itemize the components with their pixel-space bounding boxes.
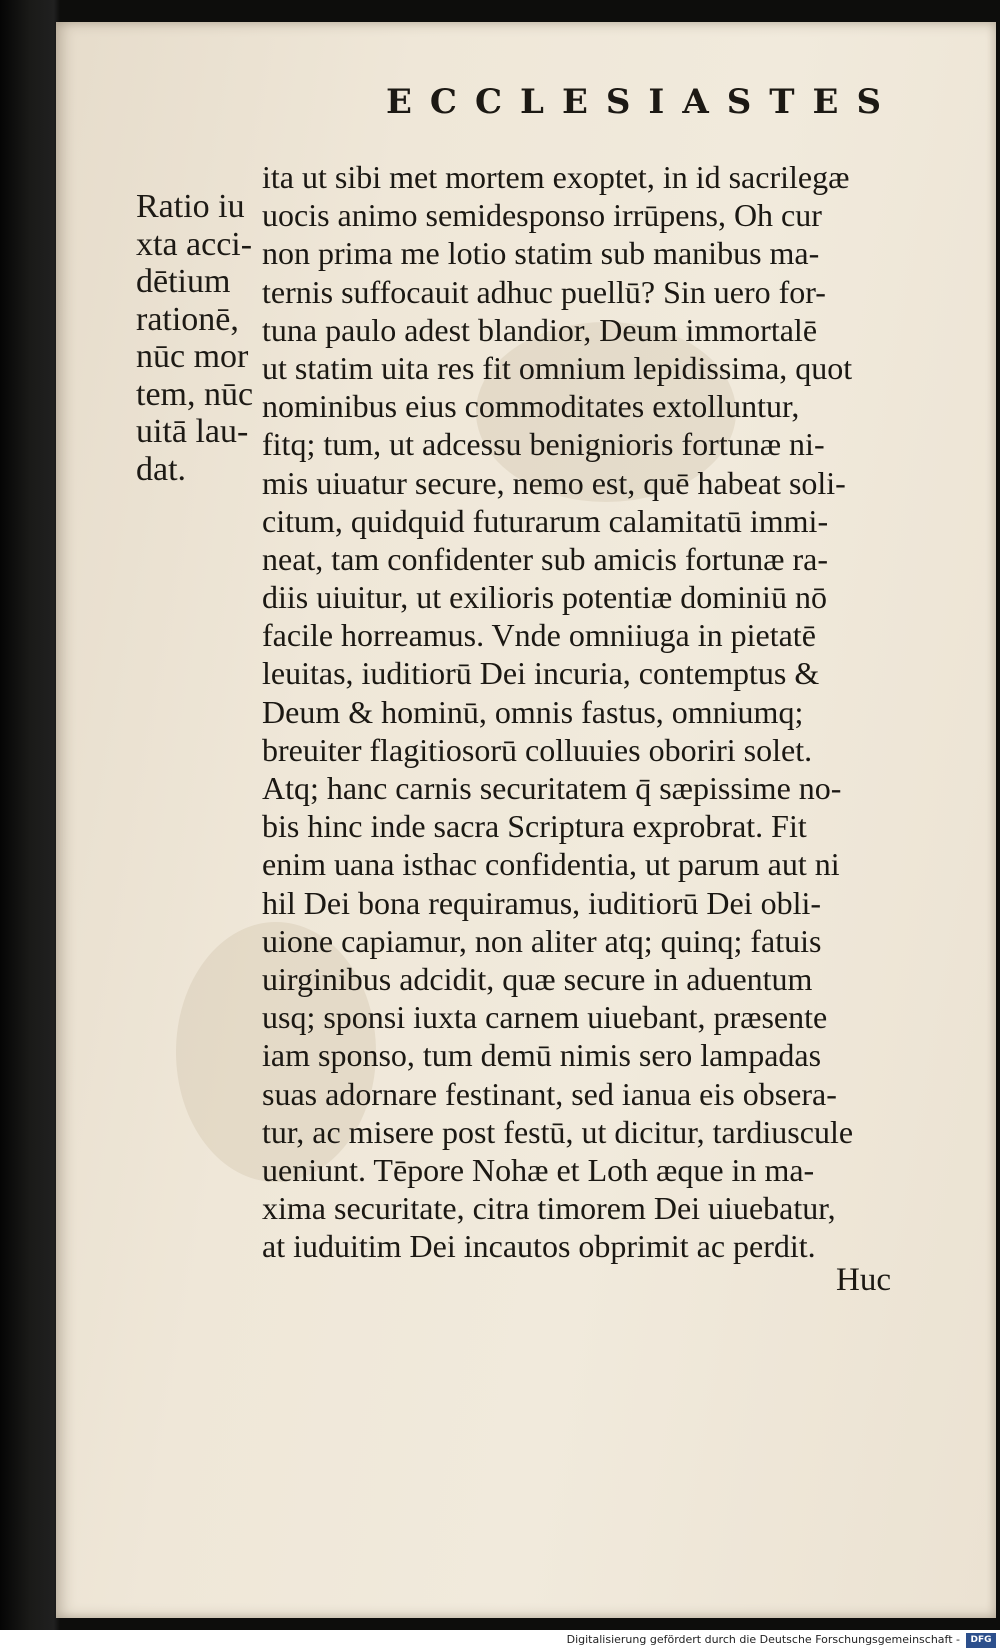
text-line: ternis suffocauit adhuc puellū? Sin uero for- (262, 273, 826, 310)
text-line: suas adornare festinant, sed ianua eis obsera- (262, 1075, 837, 1112)
text-line: nominibus eius commoditates extolluntur, (262, 388, 800, 425)
text-line: xima securitate, citra timorem Dei uiuebatur, (262, 1190, 836, 1227)
text-line: breuiter flagitiosorū colluuies oboriri solet. (262, 731, 813, 768)
text-line: at iuduitim Dei incautos obprimit ac perdit. (262, 1228, 816, 1265)
marginal-note-line: tem, nūc (136, 375, 254, 413)
text-line: citum, quidquid futurarum calamitatū immi- (262, 502, 829, 539)
book-page (56, 22, 996, 1618)
marginal-note-line: uitā lau- (136, 413, 249, 450)
text-line: bis hinc inde sacra Scriptura exprobrat. Fit (262, 808, 807, 845)
catchword: Huc (836, 1262, 891, 1298)
text-line: non prima me lotio statim sub manibus ma- (262, 235, 820, 272)
text-line: facile horreamus. Vnde omniiuga in pietatē (262, 617, 816, 654)
text-line: uocis animo semidesponso irrūpens, Oh cur (262, 197, 822, 234)
marginal-note-line: Ratio iu (136, 188, 245, 225)
text-line: tur, ac misere post festū, ut dicitur, tardiuscule (262, 1113, 854, 1150)
text-line: ita ut sibi met mortem exoptet, in id sacrilegæ (262, 159, 850, 195)
text-line: usq; sponsi iuxta carnem uiuebant, præsente (262, 999, 828, 1036)
text-line: hil Dei bona requiramus, iuditiorū Dei obli- (262, 884, 821, 921)
text-line: uirginibus adcidit, quæ secure in aduentum (262, 960, 813, 997)
marginal-note-line: nūc mor (136, 338, 249, 375)
text-line: ueniunt. Tēpore Nohæ et Loth æque in ma- (262, 1151, 815, 1188)
marginal-note-line: dat. (136, 450, 187, 488)
text-line: ut statim uita res fit omnium lepidissima, quot (262, 349, 853, 386)
running-head: ECCLESIASTES (386, 82, 900, 122)
text-line: Deum & hominū, omnis fastus, omniumq; (262, 693, 804, 730)
dfg-logo-icon: DFG (966, 1633, 996, 1648)
body-text (262, 158, 962, 1265)
marginal-note-line: dētium (136, 263, 231, 300)
text-line: iam sponso, tum demū nimis sero lampadas (262, 1037, 822, 1074)
text-line: uione capiamur, non aliter atq; quinq; fatuis (262, 922, 822, 959)
text-line: leuitas, iuditiorū Dei incuria, contemptus & (262, 655, 820, 692)
marginal-note-line: xta acci- (136, 225, 253, 263)
text-line: fitq; tum, ut adcessu benignioris fortunæ ni- (262, 426, 825, 463)
footer-credit: Digitalisierung gefördert durch die Deutsche Forschungsgemeinschaft - (566, 1633, 960, 1646)
text-line: enim uana isthac confidentia, ut parum aut ni (262, 846, 840, 883)
text-line: diis uiuitur, ut exilioris potentiæ dominiū nō (262, 579, 827, 616)
text-line: Atq; hanc carnis securitatem q̄ sæpissime no- (262, 770, 842, 806)
text-line: mis uiuatur secure, nemo est, quē habeat soli- (262, 464, 846, 501)
text-line: tuna paulo adest blandior, Deum immortalē (262, 311, 818, 348)
text-line: neat, tam confidenter sub amicis fortunæ ra- (262, 540, 829, 577)
digitization-footer (0, 1630, 1000, 1652)
marginal-note-line: rationē, (136, 300, 239, 338)
